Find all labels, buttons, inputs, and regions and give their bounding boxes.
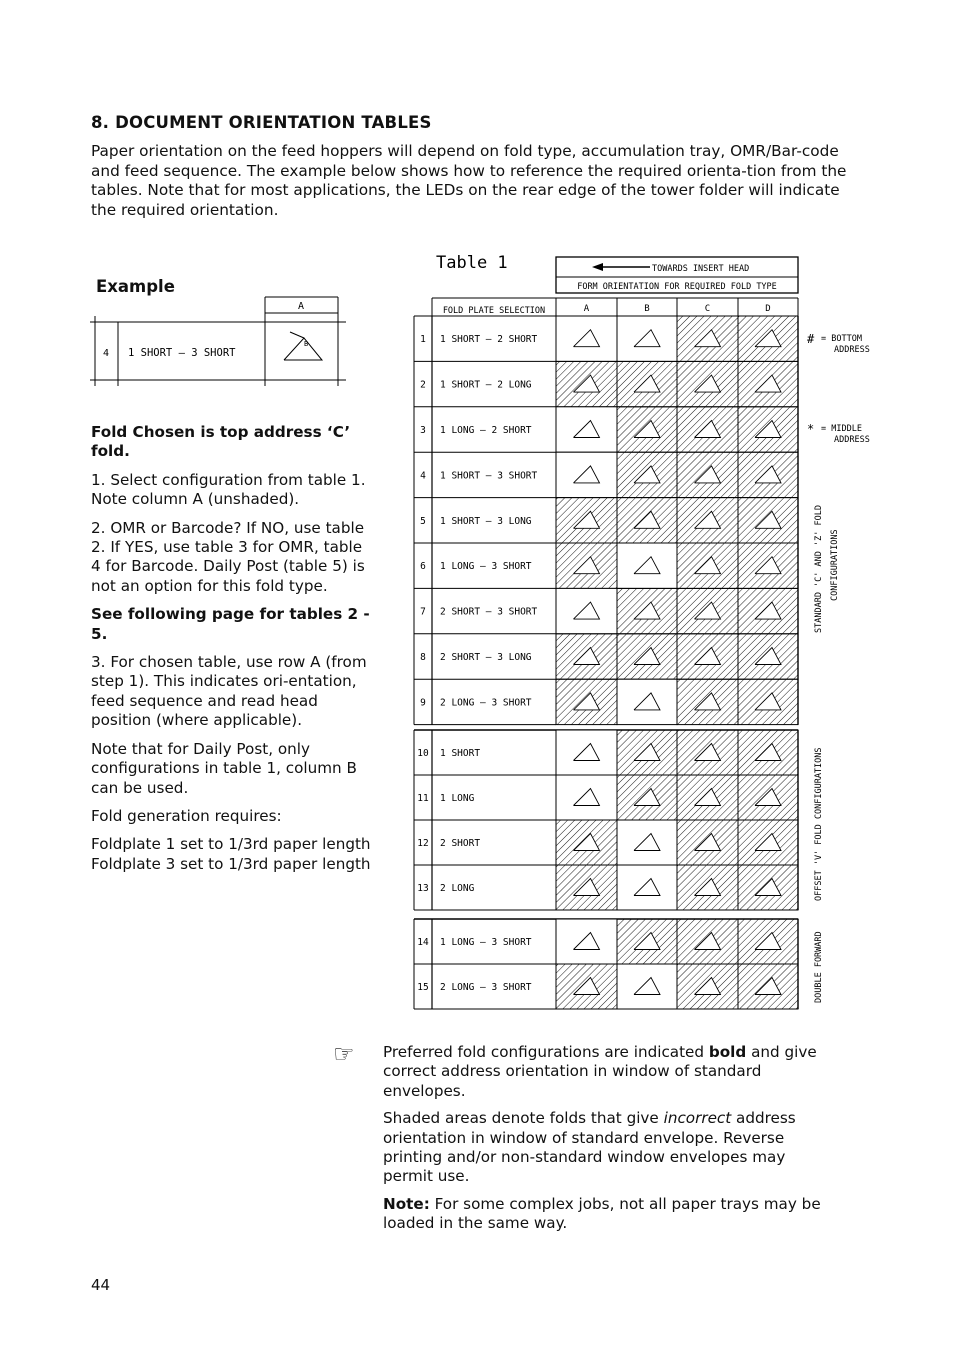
row-number: 12 (417, 838, 429, 849)
example-row-number: 4 (102, 348, 110, 359)
foldplate-settings: Foldplate 1 set to 1/3rd paper length Foldplate 3 set to 1/3rd paper length (91, 835, 371, 873)
row-number: 4 (420, 470, 426, 482)
row-number: 6 (420, 561, 426, 573)
legend-middle-text-1: = MIDDLE (821, 424, 862, 434)
cell-14-a (556, 919, 617, 964)
cell-4-a (556, 452, 617, 497)
section-heading: 8. DOCUMENT ORIENTATION TABLES (91, 113, 432, 132)
row-fold-label: 1 LONG – 3 SHORT (440, 937, 532, 948)
table-1-title: Table 1 (436, 253, 508, 273)
table-row (414, 730, 798, 775)
column-header-c: C (704, 304, 711, 314)
row-fold-label: 2 LONG – 3 SHORT (440, 697, 532, 709)
row-fold-label: 1 SHORT – 3 SHORT (440, 470, 538, 482)
legend-bottom-text-1: = BOTTOM (821, 334, 862, 344)
example-row-fold: 1 SHORT – 3 SHORT (128, 347, 236, 359)
row-number: 2 (420, 379, 426, 391)
table-row (414, 407, 798, 452)
arrow-left-icon (592, 263, 650, 271)
table-row (414, 588, 798, 633)
row-fold-label: 1 LONG – 2 SHORT (440, 425, 532, 436)
column-header-b: B (644, 304, 650, 314)
cell-13-b (617, 865, 677, 910)
table-row (414, 964, 798, 1009)
row-fold-label: 1 SHORT – 3 LONG (440, 515, 532, 527)
column-header-d: D (765, 304, 771, 314)
cell-9-b (617, 679, 677, 724)
group2-label: OFFSET 'V' FOLD CONFIGURATIONS (814, 747, 824, 901)
row-fold-label: 2 LONG – 3 SHORT (440, 982, 532, 993)
row-number: 3 (420, 425, 426, 436)
example-label: Example (96, 277, 175, 296)
svg-text:B: B (304, 340, 309, 348)
table-row (414, 820, 798, 865)
cell-1-a (556, 316, 617, 361)
cell-10-a (556, 730, 617, 775)
row-fold-label: 1 SHORT – 2 SHORT (440, 334, 538, 346)
row-number: 9 (420, 697, 426, 709)
table-row (414, 543, 798, 588)
row-number: 7 (420, 606, 426, 618)
cell-7-a (556, 588, 617, 633)
row-fold-label: 2 SHORT – 3 SHORT (440, 606, 538, 618)
table-row (414, 452, 798, 497)
row-number: 15 (417, 982, 429, 993)
group1-label: STANDARD 'C' AND 'Z' FOLD (814, 505, 824, 633)
table-row (414, 498, 798, 543)
table-row (414, 679, 798, 724)
cell-1-b (617, 316, 677, 361)
cell-6-b (617, 543, 677, 588)
table-row (414, 634, 798, 679)
table-row (414, 775, 798, 820)
note-complex-jobs: Note: For some complex jobs, not all paper trays may be loaded in the same way. (383, 1194, 821, 1233)
group1-label-2: CONFIGURATIONS (830, 529, 840, 601)
row-number: 10 (417, 748, 429, 759)
row-fold-label: 1 LONG (440, 793, 475, 804)
cell-12-b (617, 820, 677, 865)
fold-generation: Fold generation requires: (91, 806, 282, 825)
table-row (414, 361, 798, 406)
fold-plate-selection-header: FOLD PLATE SELECTION (442, 306, 546, 316)
column-header-a: A (583, 304, 590, 314)
row-fold-label: 1 LONG – 3 SHORT (440, 561, 532, 573)
notes (383, 1043, 838, 1242)
row-fold-label: 1 SHORT – 2 LONG (440, 379, 532, 391)
step-1: 1. Select configuration from table 1. Note column A (unshaded). (91, 470, 366, 509)
legend-middle-symbol: * (807, 422, 815, 436)
note-daily-post: Note that for Daily Post, only configurations in table 1, column B can be used. (91, 739, 357, 797)
instructions (91, 423, 373, 883)
step-2: 2. OMR or Barcode? If NO, use table 2. If YES, use table 3 for OMR, table 4 for Barcode. Daily Post (table 5) is not an option for this fold type. (91, 518, 365, 595)
example-figure (90, 294, 352, 386)
cell-3-a (556, 407, 617, 452)
row-number: 14 (417, 937, 429, 948)
towards-insert-head: TOWARDS INSERT HEAD (652, 264, 750, 274)
note-shaded: Shaded areas denote folds that give incorrect address orientation in window of standard envelope. Reverse printing and/or non-standard window envelopes may permit use. (383, 1109, 796, 1186)
see-following: See following page for tables 2 - 5. (91, 605, 370, 643)
row-number: 5 (420, 515, 426, 527)
form-orientation-header: FORM ORIENTATION FOR REQUIRED FOLD TYPE (577, 282, 777, 292)
fold-chosen: Fold Chosen is top address ‘C’ fold. (91, 423, 351, 461)
row-fold-label: 2 SHORT (440, 838, 481, 849)
example-fold-icon (284, 332, 322, 360)
page-number: 44 (91, 1276, 111, 1294)
legend-bottom-symbol: # (807, 332, 815, 346)
legend-bottom-text-2: ADDRESS (834, 345, 870, 355)
row-number: 11 (417, 793, 429, 804)
intro-paragraph: Paper orientation on the feed hoppers will depend on fold type, accumulation tray, OMR/Bar-code and feed sequence. The example below shows how to reference the required orienta-tion from the tables. Note that for most applications, the LEDs on the rear edge of the tower folder will indicate the required orientation. (91, 142, 847, 219)
row-number: 13 (417, 883, 429, 894)
step-3: 3. For chosen table, use row A (from step 1). This indicates ori-entation, feed sequence and read head position (where applicable). (91, 653, 367, 730)
example-col-header: A (297, 301, 305, 312)
note-preferred: Preferred fold configurations are indicated bold and give correct address orientation in window of standard envelopes. (383, 1043, 817, 1100)
cell-15-b (617, 964, 677, 1009)
table-row (414, 865, 798, 910)
row-fold-label: 2 SHORT – 3 LONG (440, 652, 532, 663)
table-1-grid (414, 316, 798, 1009)
row-fold-label: 1 SHORT (440, 748, 481, 759)
row-fold-label: 2 LONG (440, 883, 475, 894)
pointing-hand-icon: ☞ (333, 1040, 355, 1068)
row-number: 1 (420, 334, 426, 346)
row-number: 8 (420, 652, 426, 663)
cell-11-a (556, 775, 617, 820)
table-row (414, 316, 798, 361)
group3-label: DOUBLE FORWARD (814, 931, 824, 1003)
legend-middle-text-2: ADDRESS (834, 435, 870, 445)
table-row (414, 919, 798, 964)
table-1-figure (400, 245, 890, 1020)
